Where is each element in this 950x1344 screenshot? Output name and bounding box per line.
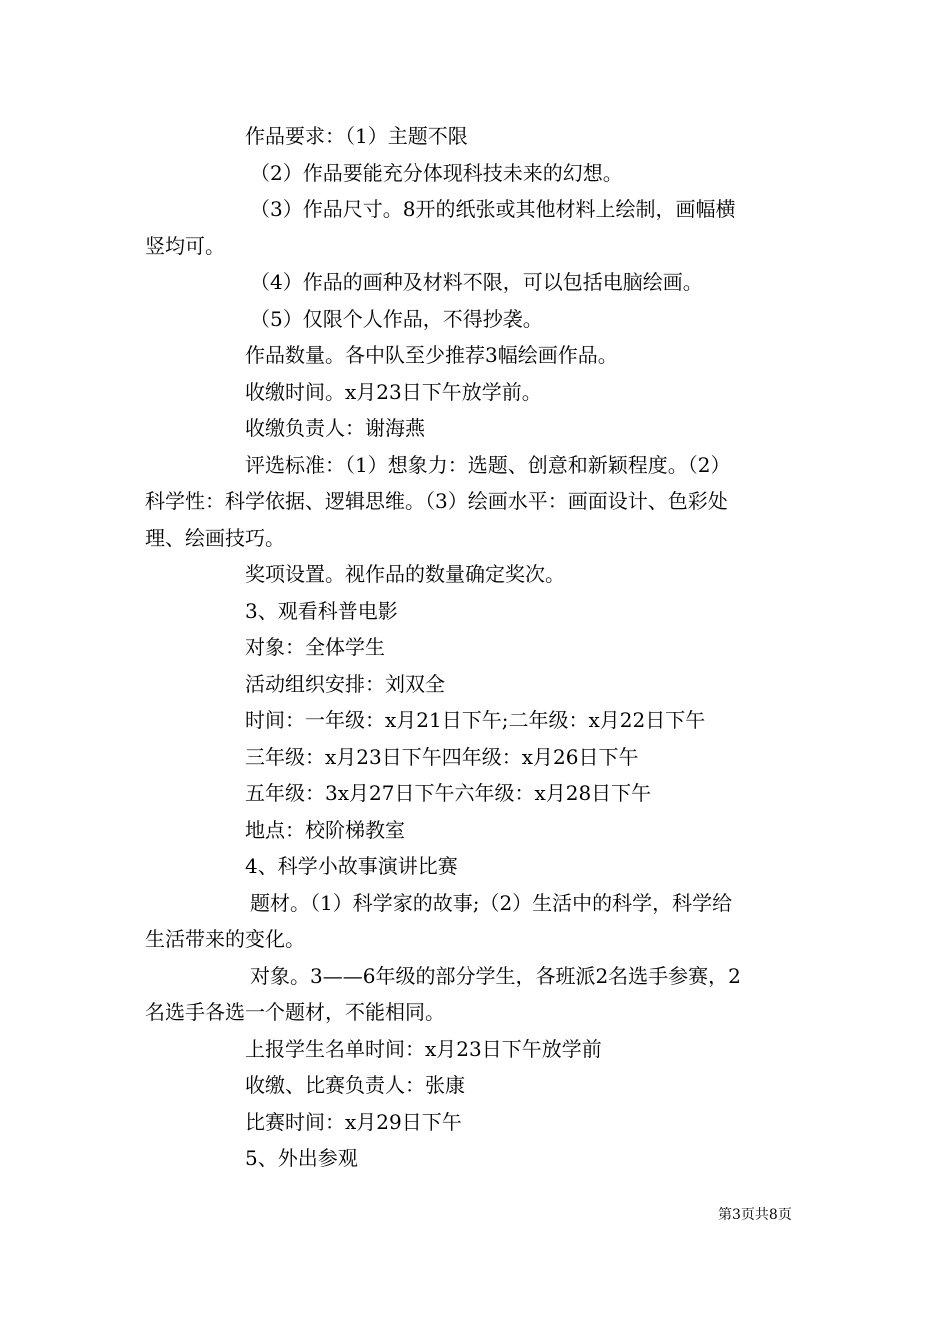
paragraph-line: 作品数量。各中队至少推荐3幅绘画作品。: [245, 343, 618, 367]
paragraph-line: 理、绘画技巧。: [145, 525, 285, 550]
paragraph-line: 比赛时间：x月29日下午: [245, 1109, 462, 1134]
paragraph-line: （4）作品的画种及材料不限，可以包括电脑绘画。: [250, 270, 703, 294]
paragraph-line: 题材。（1）科学家的故事;（2）生活中的科学，科学给: [250, 890, 733, 915]
document-body: [145, 118, 810, 1177]
page-number-footer: 第3页共8页: [718, 1207, 792, 1223]
paragraph-line: 收缴时间。x月23日下午放学前。: [245, 379, 542, 404]
paragraph-line: 对象：全体学生: [245, 635, 385, 659]
section-heading: 4、科学小故事演讲比赛: [245, 854, 458, 878]
paragraph-line: 评选标准：（1）想象力：选题、创意和新颖程度。（2）: [245, 452, 731, 477]
paragraph-line: 三年级：x月23日下午四年级：x月26日下午: [245, 744, 639, 769]
paragraph-line: 五年级：3x月27日下午六年级：x月28日下午: [245, 781, 652, 805]
paragraph-line: 上报学生名单时间：x月23日下午放学前: [245, 1036, 602, 1061]
paragraph-line: 名选手各选一个题材，不能相同。: [145, 1000, 445, 1024]
paragraph-line: 对象。3——6年级的部分学生，各班派2名选手参赛，2: [250, 963, 741, 988]
paragraph-line: （3）作品尺寸。8开的纸张或其他材料上绘制，画幅横: [250, 197, 736, 221]
paragraph-line: 收缴、比赛负责人：张康: [245, 1073, 465, 1097]
paragraph-line: 竖均可。: [145, 233, 225, 258]
paragraph-line: 收缴负责人：谢海燕: [245, 416, 425, 440]
paragraph-line: 科学性：科学依据、逻辑思维。（3）绘画水平：画面设计、色彩处: [145, 489, 728, 513]
paragraph-line: （2）作品要能充分体现科技未来的幻想。: [250, 160, 623, 185]
paragraph-line: 时间：一年级：x月21日下午;二年级：x月22日下午: [245, 708, 706, 732]
paragraph-line: 奖项设置。视作品的数量确定奖次。: [245, 562, 565, 586]
paragraph-line: 地点：校阶梯教室: [245, 817, 405, 842]
section-heading: 5、外出参观: [245, 1146, 358, 1170]
paragraph-line: （5）仅限个人作品，不得抄袭。: [250, 306, 543, 331]
section-heading: 3、观看科普电影: [245, 598, 398, 623]
paragraph-line: 生活带来的变化。: [145, 927, 305, 951]
paragraph-line: 作品要求：（1）主题不限: [245, 124, 468, 148]
paragraph-line: 活动组织安排：刘双全: [245, 671, 445, 696]
